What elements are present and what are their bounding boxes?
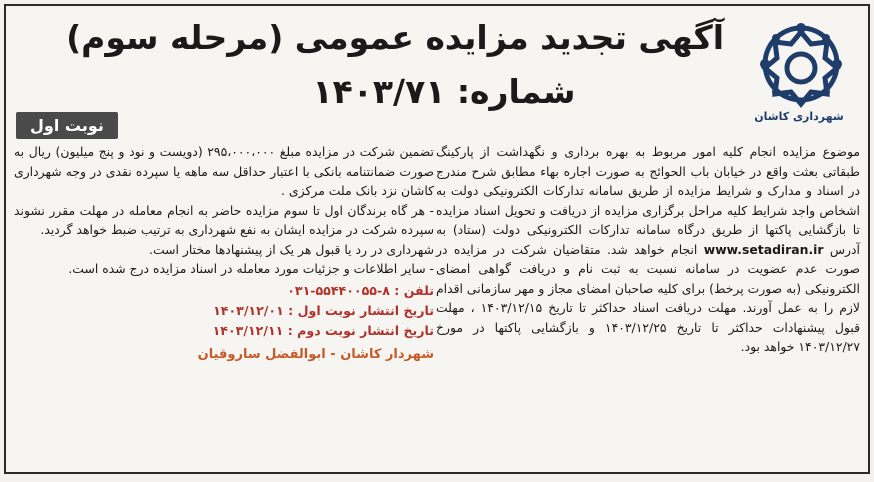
left-column (14, 142, 434, 364)
second-publish-date: تاریخ انتشار نوبت دوم : ۱۴۰۳/۱۲/۱۱ (212, 322, 434, 338)
notice-page (4, 4, 870, 474)
setad-url-link[interactable]: www.setadiran.ir (703, 241, 824, 257)
round-badge: نوبت اول (16, 112, 118, 139)
forfeit-paragraph: - هر گاه برندگان اول تا سوم مزایده حاضر به انجام معامله در مهلت مقرر نشوند سپرده شرکت در مزایده ایشان به نفع شهرداری به ترتیب ضبط خواهد گردید. (14, 202, 434, 237)
body-text: موضوع مزایده انجام کلیه امور مربوط به بهره برداری و نگهداشت از پارکینگ طبقاتی بعثت واقع در خیابان باب الحوائج به صورت اجاره بهاء مطابق شرح مندرج در اسناد و مدارک و شرایط مزایده از طریق سامانه تدارکات الکترونیکی دولت به اشخاص واجد شرایط کلیه مراحل برگزاری مزایده از دریافت و تحویل اسناد مزایده تا بازگشایی پاکتها از طریق درگاه سامانه تدارکات الکترونیکی دولت (ستاد) به آدرس (436, 144, 860, 257)
right-column (436, 142, 860, 357)
details-paragraph: - سایر اطلاعات و جزئیات مورد معامله در اسناد مزایده درج شده است. (68, 261, 434, 276)
notice-title: آگهی تجدید مزایده عمومی (مرحله سوم) (66, 18, 724, 57)
logo-caption: شهرداری کاشان (754, 110, 844, 123)
body-text-end: انجام خواهد شد. متقاضیان شرکت در مزایده در صورت عدم عضویت در سامانه نسبت به ثبت نام و دریافت گواهی امضای الکترونیکی (به صورت پرخط) برای کلیه صاحبان امضای مجاز و مهر سازمانی اقدام لازم را به عمل آورند. مهلت دریافت اسناد حداکثر تا تاریخ ۱۴۰۳/۱۲/۱۵ ، مهلت قبول پیشنهادات حداکثر تا تاریخ ۱۴۰۳/۱۲/۲۵ و بازگشایی پاکتها در مورخ ۱۴۰۳/۱۲/۲۷ خواهد بود. (436, 241, 860, 354)
phone-number: تلفن : ۸-۵۵۴۴۰۰۵۵-۰۳۱ (287, 282, 434, 298)
notice-number: شماره: ۱۴۰۳/۷۱ (312, 72, 576, 111)
contact-info (14, 281, 434, 341)
header (10, 12, 864, 138)
mayor-signature: شهردار کاشان - ابوالفضل ساروقیان (197, 346, 434, 362)
discretion-paragraph: شهرداری در رد یا قبول هر یک از پیشنهادها مختار است. (149, 241, 434, 257)
body-paragraph (436, 142, 860, 357)
first-publish-date: تاریخ انتشار نوبت اول : ۱۴۰۳/۱۲/۰۱ (213, 302, 434, 318)
guarantee-paragraph: تضمین شرکت در مزایده مبلغ ۲۹۵،۰۰۰،۰۰۰ (دویست و نود و پنج میلیون) ریال به صورت ضمانتنامه بانکی با اعتبار حداقل سه ماهه یا سپرده نقدی در وجه شهرداری کاشان نزد بانک ملت مرکزی . (14, 144, 434, 198)
